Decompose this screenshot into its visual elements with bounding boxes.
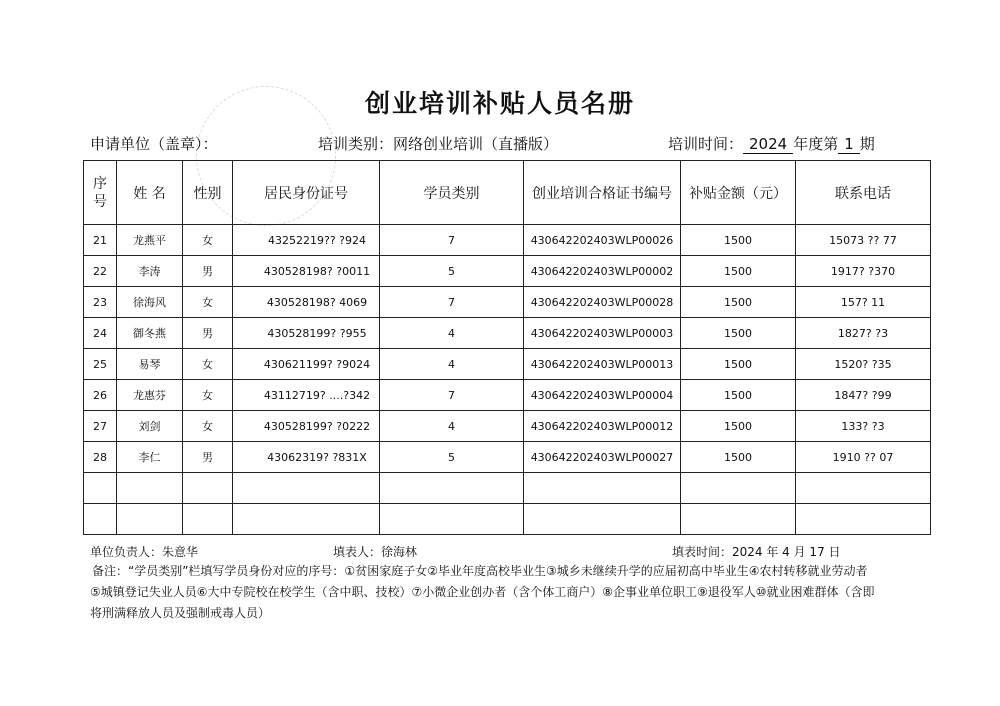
cell-amount: 1500: [681, 256, 796, 287]
cell-no: 27: [84, 411, 117, 442]
cell-id: 430621199? ?9024: [233, 349, 380, 380]
cell-category: 5: [380, 442, 524, 473]
cell-phone: 133? ?3: [796, 411, 931, 442]
training-year: 2024: [743, 135, 793, 154]
cell-amount: 1500: [681, 411, 796, 442]
empty-cell: [233, 504, 380, 535]
cell-amount: 1500: [681, 225, 796, 256]
cell-name: 龙燕平: [117, 225, 183, 256]
col-header-phone: 联系电话: [796, 161, 931, 225]
empty-row: [84, 504, 931, 535]
cell-phone: 15073 ?? 77: [796, 225, 931, 256]
table-row: [84, 442, 931, 473]
col-header-amount: 补贴金额（元）: [681, 161, 796, 225]
table-row: [84, 411, 931, 442]
remarks-line-1: 备注：“学员类别”栏填写学员身份对应的序号：①贫困家庭子女②毕业年度高校毕业生③城乡未继续升学的应届初高中毕业生④农村转移就业劳动者: [92, 564, 868, 578]
cell-phone: 1520? ?35: [796, 349, 931, 380]
empty-cell: [681, 504, 796, 535]
empty-cell: [524, 473, 681, 504]
empty-cell: [183, 473, 233, 504]
cell-cert: 430642202403WLP00027: [524, 442, 681, 473]
cell-cert: 430642202403WLP00012: [524, 411, 681, 442]
cell-no: 25: [84, 349, 117, 380]
training-time: [668, 133, 875, 154]
cell-cert: 430642202403WLP00026: [524, 225, 681, 256]
cell-no: 23: [84, 287, 117, 318]
empty-cell: [84, 504, 117, 535]
cell-gender: 女: [183, 411, 233, 442]
year-suffix: 年度第: [793, 135, 839, 153]
cell-phone: 157? 11: [796, 287, 931, 318]
table-row: [84, 349, 931, 380]
col-header-no: 序 号: [84, 161, 117, 225]
cell-phone: 1847? ?99: [796, 380, 931, 411]
page-title: 创业培训补贴人员名册: [364, 89, 635, 118]
cell-cert: 430642202403WLP00004: [524, 380, 681, 411]
cell-id: 43112719? ....?342: [233, 380, 380, 411]
empty-cell: [117, 504, 183, 535]
responsible-person: 单位负责人：朱意华: [90, 545, 199, 559]
empty-row: [84, 473, 931, 504]
cell-category: 4: [380, 318, 524, 349]
cell-id: 43062319? ?831X: [233, 442, 380, 473]
cell-name: 徐海风: [117, 287, 183, 318]
training-category: 培训类别：网络创业培训（直播版）: [318, 135, 559, 153]
cell-no: 28: [84, 442, 117, 473]
table-row: [84, 380, 931, 411]
cell-cert: 430642202403WLP00003: [524, 318, 681, 349]
cell-name: 李涛: [117, 256, 183, 287]
cell-gender: 男: [183, 256, 233, 287]
cell-amount: 1500: [681, 349, 796, 380]
cell-category: 4: [380, 349, 524, 380]
cell-amount: 1500: [681, 287, 796, 318]
cell-cert: 430642202403WLP00013: [524, 349, 681, 380]
cell-id: 430528199? ?955: [233, 318, 380, 349]
cell-name: 李仁: [117, 442, 183, 473]
empty-cell: [117, 473, 183, 504]
remarks-line-3: 将刑满释放人员及强制戒毒人员）: [90, 606, 271, 620]
table-row: [84, 225, 931, 256]
cell-id: 430528198? ?0011: [233, 256, 380, 287]
roster-table: [83, 160, 931, 535]
cell-category: 7: [380, 225, 524, 256]
training-time-label: 培训时间：: [668, 135, 744, 153]
cell-phone: 1917? ?370: [796, 256, 931, 287]
col-header-cert: 创业培训合格证书编号: [524, 161, 681, 225]
cell-gender: 女: [183, 225, 233, 256]
cell-gender: 女: [183, 380, 233, 411]
cell-gender: 女: [183, 287, 233, 318]
cell-category: 4: [380, 411, 524, 442]
col-header-gender: 性别: [183, 161, 233, 225]
cell-phone: 1910 ?? 07: [796, 442, 931, 473]
fill-date: 填表时间：2024 年 4 月 17 日: [672, 545, 841, 559]
empty-cell: [380, 473, 524, 504]
cell-phone: 1827? ?3: [796, 318, 931, 349]
cell-no: 26: [84, 380, 117, 411]
empty-cell: [233, 473, 380, 504]
cell-id: 430528198? 4069: [233, 287, 380, 318]
cell-cert: 430642202403WLP00028: [524, 287, 681, 318]
cell-gender: 男: [183, 318, 233, 349]
col-header-id: 居民身份证号: [233, 161, 380, 225]
remarks: [90, 561, 930, 624]
remarks-line-2: ⑤城镇登记失业人员⑥大中专院校在校学生（含中职、技校）⑦小微企业创办者（含个体工商户）⑧企事业单位职工⑨退役军人⑩就业困难群体（含即: [90, 585, 875, 599]
cell-name: 刘剑: [117, 411, 183, 442]
cell-amount: 1500: [681, 442, 796, 473]
cell-gender: 女: [183, 349, 233, 380]
empty-cell: [796, 504, 931, 535]
empty-cell: [524, 504, 681, 535]
cell-category: 5: [380, 256, 524, 287]
cell-name: 易琴: [117, 349, 183, 380]
empty-cell: [183, 504, 233, 535]
table-row: [84, 318, 931, 349]
table-row: [84, 256, 931, 287]
cell-amount: 1500: [681, 380, 796, 411]
period-suffix: 期: [859, 135, 875, 153]
cell-no: 22: [84, 256, 117, 287]
training-period: 1: [838, 135, 860, 154]
cell-no: 21: [84, 225, 117, 256]
empty-cell: [681, 473, 796, 504]
col-header-name: 姓 名: [117, 161, 183, 225]
empty-cell: [380, 504, 524, 535]
table-header-row: [84, 161, 931, 225]
cell-no: 24: [84, 318, 117, 349]
empty-cell: [796, 473, 931, 504]
col-header-category: 学员类别: [380, 161, 524, 225]
cell-name: 龙惠芬: [117, 380, 183, 411]
cell-id: 43252219?? ?924: [233, 225, 380, 256]
empty-cell: [84, 473, 117, 504]
applicant-unit-label: 申请单位（盖章）：: [90, 135, 218, 153]
cell-category: 7: [380, 287, 524, 318]
cell-id: 430528199? ?0222: [233, 411, 380, 442]
cell-name: 御冬燕: [117, 318, 183, 349]
form-filler: 填表人：徐海林: [333, 545, 418, 559]
table-row: [84, 287, 931, 318]
cell-gender: 男: [183, 442, 233, 473]
cell-category: 7: [380, 380, 524, 411]
cell-amount: 1500: [681, 318, 796, 349]
cell-cert: 430642202403WLP00002: [524, 256, 681, 287]
